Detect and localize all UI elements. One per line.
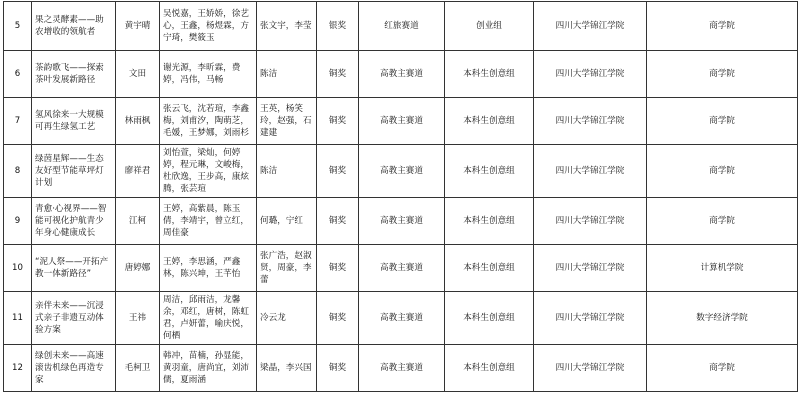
- cell-track: 高教主赛道: [359, 51, 445, 98]
- cell-index: 8: [4, 145, 32, 198]
- cell-college: 商学院: [647, 51, 798, 98]
- cell-project-name: 氢风徐来一大规模可再生绿氢工艺: [32, 98, 116, 145]
- cell-members: 韩冲，苗楠，孙显能，黄羽童，唐尚宜，刘沛儒，夏雨涵: [160, 345, 257, 392]
- table-row: [4, 245, 798, 292]
- cell-group: 本科生创意组: [445, 98, 534, 145]
- cell-project-name: 青愈·心视界——智能可视化护航青少年身心健康成长: [32, 198, 116, 245]
- table-row: [4, 345, 798, 392]
- cell-advisor: 王英，杨笑玲，赵强，石建建: [257, 98, 317, 145]
- cell-college: 商学院: [647, 98, 798, 145]
- cell-members: 张云飞，沈若瑄，李鑫梅，刘甫汐，陶萌芝，毛媛，王梦娜，刘雨杉: [160, 98, 257, 145]
- cell-group: 本科生创意组: [445, 245, 534, 292]
- cell-college: 商学院: [647, 345, 798, 392]
- cell-index: 5: [4, 2, 32, 51]
- cell-advisor: 张文宇，李莹: [257, 2, 317, 51]
- cell-award: 银奖: [317, 2, 359, 51]
- cell-college: 计算机学院: [647, 245, 798, 292]
- cell-award: 铜奖: [317, 198, 359, 245]
- cell-track: 高教主赛道: [359, 145, 445, 198]
- cell-index: 11: [4, 292, 32, 345]
- cell-college: 商学院: [647, 198, 798, 245]
- cell-index: 9: [4, 198, 32, 245]
- cell-award: 铜奖: [317, 245, 359, 292]
- cell-members: 周洁，邱雨洁，龙馨余，邓红，唐树，陈虹君，卢妍蕾，喻庆悦，何栖: [160, 292, 257, 345]
- cell-index: 10: [4, 245, 32, 292]
- cell-group: 本科生创意组: [445, 292, 534, 345]
- cell-group: 本科生创意组: [445, 345, 534, 392]
- table-row: [4, 198, 798, 245]
- cell-track: 高教主赛道: [359, 292, 445, 345]
- cell-members: 王婷，李思涵，严鑫林，陈兴坤，王芊怡: [160, 245, 257, 292]
- cell-project-name: 果之灵酵素——助农增收的领航者: [32, 2, 116, 51]
- cell-leader: 廖祥君: [116, 145, 160, 198]
- cell-index: 6: [4, 51, 32, 98]
- cell-leader: 黄宇晴: [116, 2, 160, 51]
- cell-track: 高教主赛道: [359, 198, 445, 245]
- cell-advisor: 陈洁: [257, 51, 317, 98]
- cell-school: 四川大学锦江学院: [534, 292, 647, 345]
- table-row: [4, 2, 798, 51]
- cell-group: 创业组: [445, 2, 534, 51]
- cell-award: 铜奖: [317, 292, 359, 345]
- cell-project-name: 绿创未来——高速滚齿机绿色再造专家: [32, 345, 116, 392]
- cell-project-name: 亲伴未来——沉浸式亲子非遗互动体验方案: [32, 292, 116, 345]
- cell-leader: 唐婷娜: [116, 245, 160, 292]
- cell-advisor: 陈洁: [257, 145, 317, 198]
- cell-members: 吴悦嘉，王娇娇，徐艺心，王鑫，杨煜霖，方宁琦，樊筱玉: [160, 2, 257, 51]
- cell-project-name: 绿茵星辉——生态友好型节能草坪灯计划: [32, 145, 116, 198]
- table-row: [4, 51, 798, 98]
- cell-award: 铜奖: [317, 51, 359, 98]
- cell-award: 铜奖: [317, 145, 359, 198]
- cell-track: 红旅赛道: [359, 2, 445, 51]
- cell-school: 四川大学锦江学院: [534, 345, 647, 392]
- cell-school: 四川大学锦江学院: [534, 245, 647, 292]
- cell-track: 高教主赛道: [359, 245, 445, 292]
- cell-members: 刘怡萱，梁灿，何婷婷，程元琳，文峻梅，杜欣逸，王步高，康炫腾，张芸瑄: [160, 145, 257, 198]
- cell-index: 12: [4, 345, 32, 392]
- cell-leader: 江柯: [116, 198, 160, 245]
- awards-table: [3, 1, 798, 392]
- cell-group: 本科生创意组: [445, 51, 534, 98]
- cell-track: 高教主赛道: [359, 98, 445, 145]
- cell-college: 商学院: [647, 2, 798, 51]
- cell-leader: 林雨枫: [116, 98, 160, 145]
- cell-leader: 毛柯卫: [116, 345, 160, 392]
- cell-project-name: “泥人祭——开拓产教一体新路径”: [32, 245, 116, 292]
- cell-project-name: 茶韵歌飞——探索茶叶发展新路径: [32, 51, 116, 98]
- cell-index: 7: [4, 98, 32, 145]
- cell-college: 数字经济学院: [647, 292, 798, 345]
- table-row: [4, 292, 798, 345]
- cell-school: 四川大学锦江学院: [534, 98, 647, 145]
- cell-advisor: 张广浩，赵淑贤，周豪，李蕾: [257, 245, 317, 292]
- cell-advisor: 梁晶，李兴国: [257, 345, 317, 392]
- cell-leader: 文田: [116, 51, 160, 98]
- cell-leader: 王祎: [116, 292, 160, 345]
- table-row: [4, 98, 798, 145]
- cell-award: 铜奖: [317, 98, 359, 145]
- cell-college: 商学院: [647, 145, 798, 198]
- cell-group: 本科生创意组: [445, 145, 534, 198]
- cell-group: 本科生创意组: [445, 198, 534, 245]
- cell-school: 四川大学锦江学院: [534, 145, 647, 198]
- cell-track: 高教主赛道: [359, 345, 445, 392]
- cell-members: 王婷，高紫晨，陈玉倩，李靖宇，曾立红，周佳豪: [160, 198, 257, 245]
- cell-school: 四川大学锦江学院: [534, 2, 647, 51]
- cell-members: 谢光源，李昕霖，费婷，冯伟，马畅: [160, 51, 257, 98]
- cell-advisor: 冷云龙: [257, 292, 317, 345]
- awards-table-body: [4, 2, 798, 392]
- cell-award: 铜奖: [317, 345, 359, 392]
- awards-table-container: [3, 1, 797, 392]
- table-row: [4, 145, 798, 198]
- cell-school: 四川大学锦江学院: [534, 198, 647, 245]
- cell-school: 四川大学锦江学院: [534, 51, 647, 98]
- cell-advisor: 何璐，宁红: [257, 198, 317, 245]
